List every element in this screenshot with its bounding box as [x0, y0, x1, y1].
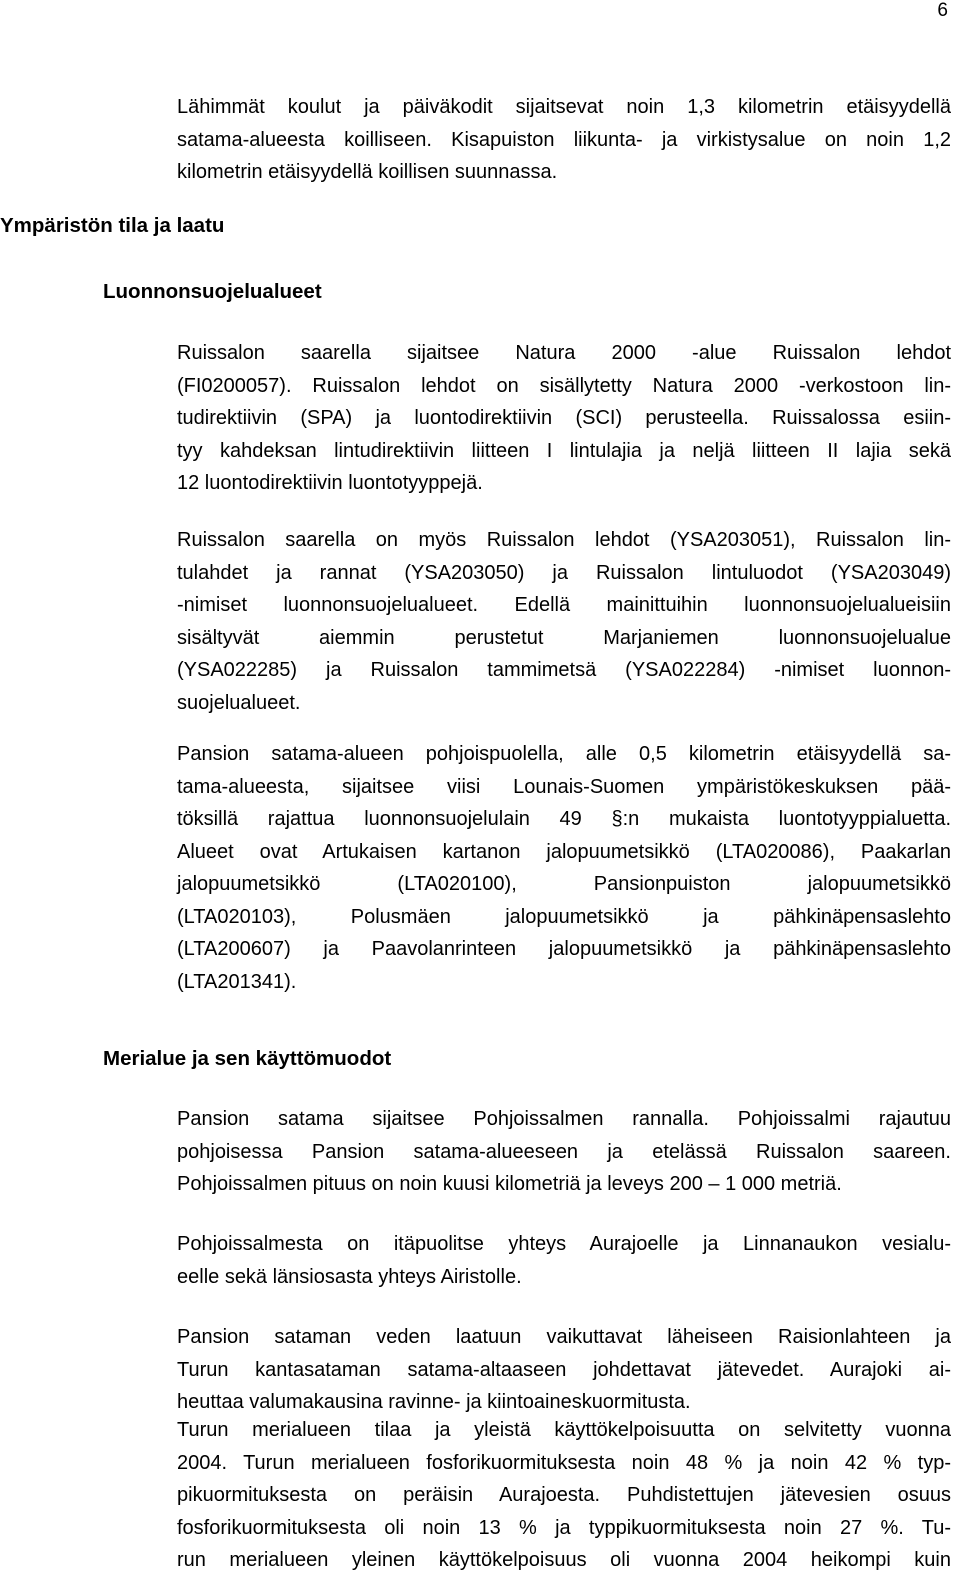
text-line: suojelualueet. — [177, 691, 301, 714]
text-line: Ruissalon saarella on myös Ruissalon lehdot (YSA203051), Ruissalon lin- — [177, 529, 951, 551]
text-line: (FI0200057). Ruissalon lehdot on sisällytetty Natura 2000 -verkostoon lin- — [177, 374, 951, 397]
text-line: 2004. Turun merialueen fosforikuormituksesta noin 48 % ja noin 42 % typ- — [177, 1451, 951, 1474]
text-line: Pansion sataman veden laatuun vaikuttavat läheiseen Raisionlahteen ja — [177, 1326, 951, 1348]
text-line: pohjoisessa Pansion satama-alueeseen ja etelässä Ruissalon saareen. — [177, 1140, 951, 1163]
text-line: tama-alueesta, sijaitsee viisi Lounais-Suomen ympäristökeskuksen pää- — [177, 775, 951, 798]
text-line: (LTA201341). — [177, 970, 297, 993]
text-line: Pohjoissalmesta on itäpuolitse yhteys Aurajoelle ja Linnanaukon vesialu- — [177, 1233, 951, 1255]
text-line: Ruissalon saarella sijaitsee Natura 2000 -alue Ruissalon lehdot — [177, 342, 951, 364]
text-line: eelle sekä länsiosasta yhteys Airistolle. — [177, 1265, 522, 1288]
text-line: kilometrin etäisyydellä koillisen suunnassa. — [177, 161, 558, 183]
paragraph-sea-area-status — [177, 1414, 951, 1577]
section-heading-luonnonsuojelu: Luonnonsuojelualueet — [103, 280, 322, 303]
text-line: Lähimmät koulut ja päiväkodit sijaitsevat noin 1,3 kilometrin etäisyydellä — [177, 96, 951, 118]
text-line: (LTA200607) ja Paavolanrinteen jalopuumetsikkö ja pähkinäpensaslehto — [177, 938, 951, 960]
paragraph-connections — [177, 1228, 951, 1293]
text-line: -nimiset luonnonsuojelualueet. Edellä mainittuihin luonnonsuojelualueisiin — [177, 594, 951, 616]
text-line: Turun merialueen tilaa ja yleistä käyttökelpoisuutta on selvitetty vuonna — [177, 1419, 951, 1441]
text-line: satama-alueesta koilliseen. Kisapuiston liikunta- ja virkistysalue on noin 1,2 — [177, 128, 951, 151]
paragraph-habitat-areas — [177, 738, 951, 998]
paragraph-water-quality — [177, 1321, 951, 1419]
text-line: Turun kantasataman satama-altaaseen johdettavat jätevedet. Aurajoki ai- — [177, 1358, 951, 1381]
page-number: 6 — [937, 0, 948, 21]
text-line: Pansion satama sijaitsee Pohjoissalmen rannalla. Pohjoissalmi rajautuu — [177, 1108, 951, 1130]
text-line: jalopuumetsikkö (LTA020100), Pansionpuiston jalopuumetsikkö — [177, 873, 951, 895]
text-line: Pansion satama-alueen pohjoispuolella, alle 0,5 kilometrin etäisyydellä sa- — [177, 743, 951, 765]
text-line: 12 luontodirektiivin luontotyyppejä. — [177, 472, 483, 494]
text-line: töksillä rajattua luonnonsuojelulain 49 §:n mukaista luontotyyppialuetta. — [177, 808, 951, 830]
text-line: run merialueen yleinen käyttökelpoisuus oli vuonna 2004 heikompi kuin — [177, 1549, 951, 1571]
section-heading-merialue: Merialue ja sen käyttömuodot — [103, 1047, 392, 1070]
text-line: Pohjoissalmen pituus on noin kuusi kilometriä ja leveys 200 – 1 000 metriä. — [177, 1173, 842, 1195]
text-line: heuttaa valumakausina ravinne- ja kiintoaineskuormitusta. — [177, 1391, 691, 1413]
paragraph-schools — [177, 91, 951, 189]
text-line: pikuormituksesta on peräisin Aurajoesta. Puhdistettujen jätevesien osuus — [177, 1484, 951, 1506]
paragraph-protected-areas — [177, 524, 951, 719]
text-line: tulahdet ja rannat (YSA203050) ja Ruissalon lintuluodot (YSA203049) — [177, 561, 951, 584]
text-line: tyy kahdeksan lintudirektiivin liitteen I lintulajia ja neljä liitteen II lajia sekä — [177, 439, 951, 462]
text-line: Alueet ovat Artukaisen kartanon jalopuumetsikkö (LTA020086), Paakarlan — [177, 840, 951, 863]
text-line: fosforikuormituksesta oli noin 13 % ja typpikuormituksesta noin 27 %. Tu- — [177, 1516, 951, 1539]
text-line: (YSA022285) ja Ruissalon tammimetsä (YSA022284) -nimiset luonnon- — [177, 659, 951, 681]
text-line: tudirektiivin (SPA) ja luontodirektiivin (SCI) perusteella. Ruissalossa esiin- — [177, 407, 951, 429]
section-heading-ymparisto: Ympäristön tila ja laatu — [0, 214, 225, 237]
paragraph-pansion-harbour — [177, 1103, 951, 1201]
text-line: sisältyvät aiemmin perustetut Marjaniemen luonnonsuojelualue — [177, 626, 951, 649]
text-line: (LTA020103), Polusmäen jalopuumetsikkö ja pähkinäpensaslehto — [177, 905, 951, 928]
paragraph-natura — [177, 337, 951, 500]
